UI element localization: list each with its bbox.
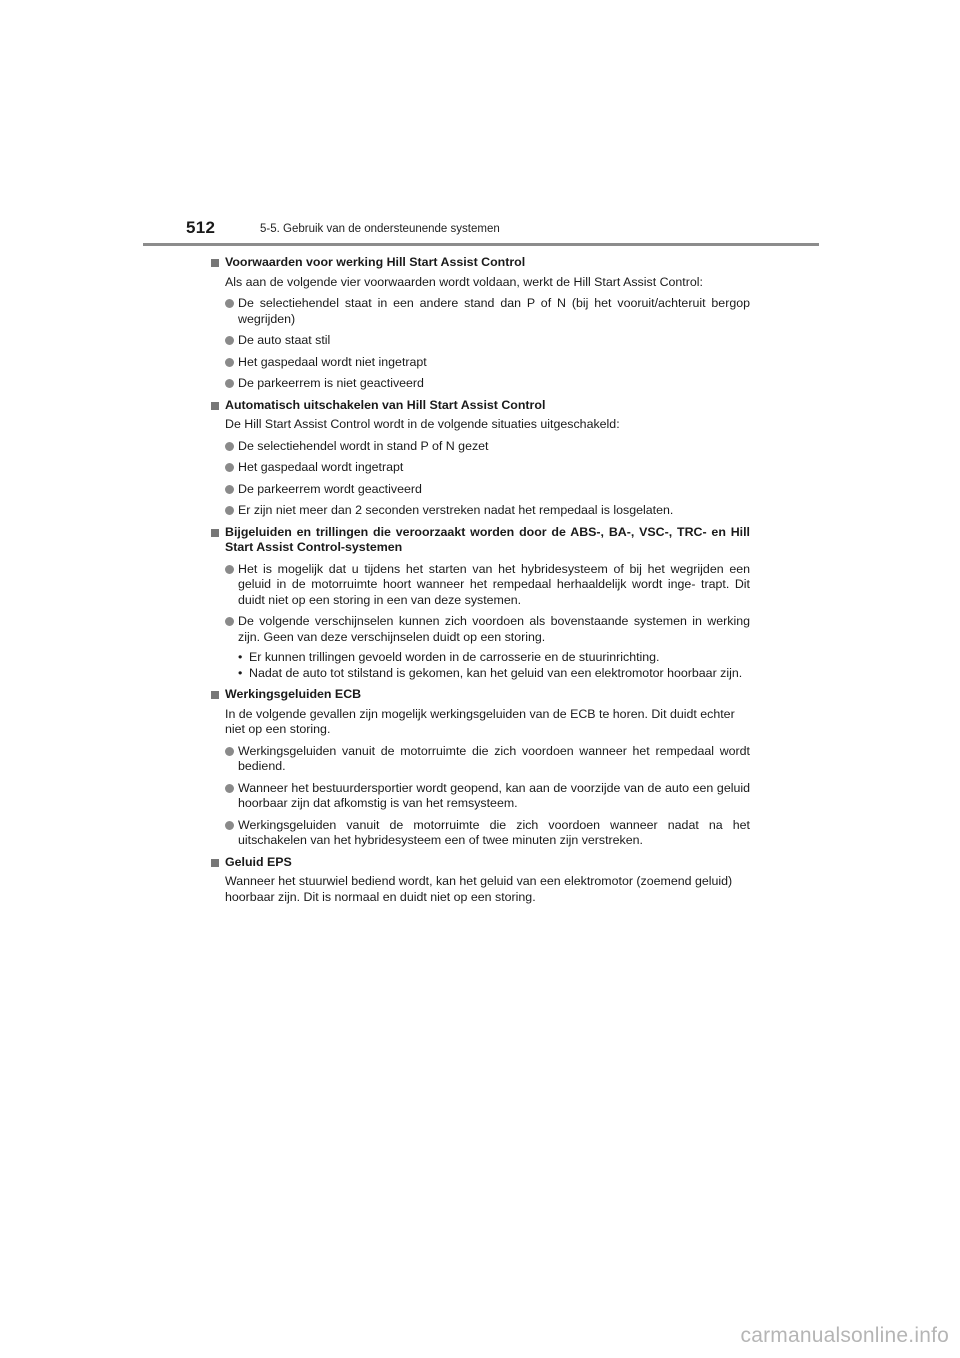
section-title: Werkingsgeluiden ECB xyxy=(225,687,362,701)
round-bullet-icon xyxy=(225,336,234,345)
round-bullet-icon xyxy=(225,442,234,451)
list-item-text: Wanneer het bestuurdersportier wordt geopend, kan aan de voorzijde van de auto een geluid hoorbaar zijn dat afkomstig is van het remsysteem. xyxy=(238,780,750,810)
section-title: Voorwaarden voor werking Hill Start Assist Control xyxy=(225,255,526,269)
list-item-text: Er zijn niet meer dan 2 seconden verstreken nadat het rempedaal is losgelaten. xyxy=(238,503,674,517)
round-bullet-icon xyxy=(225,358,234,367)
round-bullet-icon xyxy=(225,379,234,388)
section-eps-sound xyxy=(209,855,750,906)
square-bullet-icon xyxy=(211,859,219,867)
square-bullet-icon xyxy=(211,402,219,410)
list-item xyxy=(209,333,750,349)
section-heading xyxy=(209,855,750,871)
sub-list-item-text: Nadat de auto tot stilstand is gekomen, kan het geluid van een elektromotor hoorbaar zijn. xyxy=(249,665,743,680)
round-bullet-icon xyxy=(225,617,234,626)
section-hill-start-conditions xyxy=(209,255,750,392)
section-heading xyxy=(209,255,750,271)
list-item xyxy=(209,744,750,775)
list-item-text: Het gaspedaal wordt ingetrapt xyxy=(238,460,404,474)
sub-list-item-text: Er kunnen trillingen gevoeld worden in de carrosserie en de stuurinrichting. xyxy=(249,650,660,664)
section-title: Geluid EPS xyxy=(225,854,292,869)
round-bullet-icon xyxy=(225,463,234,472)
list-item-text: De parkeerrem wordt geactiveerd xyxy=(238,481,422,496)
list-item-text: Het gaspedaal wordt niet ingetrapt xyxy=(238,354,427,369)
list-item xyxy=(209,614,750,681)
list-item-text: De parkeerrem is niet geactiveerd xyxy=(238,376,424,390)
square-bullet-icon xyxy=(211,691,219,699)
section-heading xyxy=(209,525,750,556)
list-item xyxy=(209,355,750,371)
list-item xyxy=(209,562,750,609)
page-content xyxy=(209,255,750,905)
list-item-text: De volgende verschijnselen kunnen zich voordoen als bovenstaande systemen in werking zijn. Geen van deze verschijnselen duidt op een storing. xyxy=(238,614,750,644)
round-bullet-icon xyxy=(225,821,234,830)
list-item-text: Werkingsgeluiden vanuit de motorruimte die zich voordoen wanneer het rempedaal wordt bediend. xyxy=(238,743,750,773)
round-bullet-icon xyxy=(225,506,234,515)
round-bullet-icon xyxy=(225,299,234,308)
section-heading xyxy=(209,398,750,414)
running-header: 5-5. Gebruik van de ondersteunende systemen xyxy=(260,223,500,235)
list-item-text: De auto staat stil xyxy=(238,333,331,347)
section-intro: De Hill Start Assist Control wordt in de volgende situaties uitgeschakeld: xyxy=(225,417,620,431)
section-intro: In de volgende gevallen zijn mogelijk werkingsgeluiden van de ECB te horen. Dit duidt echter niet op een storing. xyxy=(225,706,735,736)
round-bullet-icon xyxy=(225,747,234,756)
list-item xyxy=(209,439,750,455)
section-intro: Wanneer het stuurwiel bediend wordt, kan het geluid van een elektromotor (zoemend geluid) hoorbaar zijn. Dit is normaal en duidt niet op een storing. xyxy=(225,874,733,904)
section-title: Automatisch uitschakelen van Hill Start Assist Control xyxy=(225,397,546,412)
section-heading xyxy=(209,687,750,703)
list-item-text: Het is mogelijk dat u tijdens het starten van het hybridesysteem of bij het wegrijden een geluid in de motorruimte hoort wanneer het rempedaal herhaaldelijk wordt inge- trapt. Dit duidt niet op een storing in een van deze systemen. xyxy=(238,561,750,607)
header-rule xyxy=(143,243,819,246)
page-number: 512 xyxy=(186,218,216,237)
round-bullet-icon xyxy=(225,485,234,494)
small-bullet-icon: • xyxy=(238,665,243,680)
section-noise-vibration xyxy=(209,525,750,682)
list-item-body xyxy=(238,614,750,681)
section-title: Bijgeluiden en trillingen die veroorzaakt worden door de ABS-, BA-, VSC-, TRC- en Hill Start Assist Control-systemen xyxy=(225,524,750,554)
list-item xyxy=(209,503,750,519)
sub-list-item xyxy=(238,666,750,682)
watermark: carmanualsonline.info xyxy=(740,1324,949,1347)
list-item-text: De selectiehendel wordt in stand P of N gezet xyxy=(238,438,489,453)
square-bullet-icon xyxy=(211,259,219,267)
square-bullet-icon xyxy=(211,529,219,537)
section-hill-start-auto-off xyxy=(209,398,750,519)
list-item xyxy=(209,376,750,392)
round-bullet-icon xyxy=(225,565,234,574)
round-bullet-icon xyxy=(225,784,234,793)
list-item-text: Werkingsgeluiden vanuit de motorruimte die zich voordoen wanneer nadat na het uitschakelen van het hybridesysteem een of twee minuten zijn verstreken. xyxy=(238,817,750,847)
list-item-text: De selectiehendel staat in een andere stand dan P of N (bij het vooruit/achteruit bergop wegrijden) xyxy=(238,296,750,326)
list-item xyxy=(209,482,750,498)
sub-list-item xyxy=(238,650,750,666)
list-item xyxy=(209,460,750,476)
list-item xyxy=(209,818,750,849)
list-item xyxy=(209,781,750,812)
list-item xyxy=(209,296,750,327)
small-bullet-icon: • xyxy=(238,650,243,664)
section-intro: Als aan de volgende vier voorwaarden wordt voldaan, werkt de Hill Start Assist Control: xyxy=(225,274,703,289)
sub-list xyxy=(238,650,750,681)
section-ecb-sounds xyxy=(209,687,750,849)
